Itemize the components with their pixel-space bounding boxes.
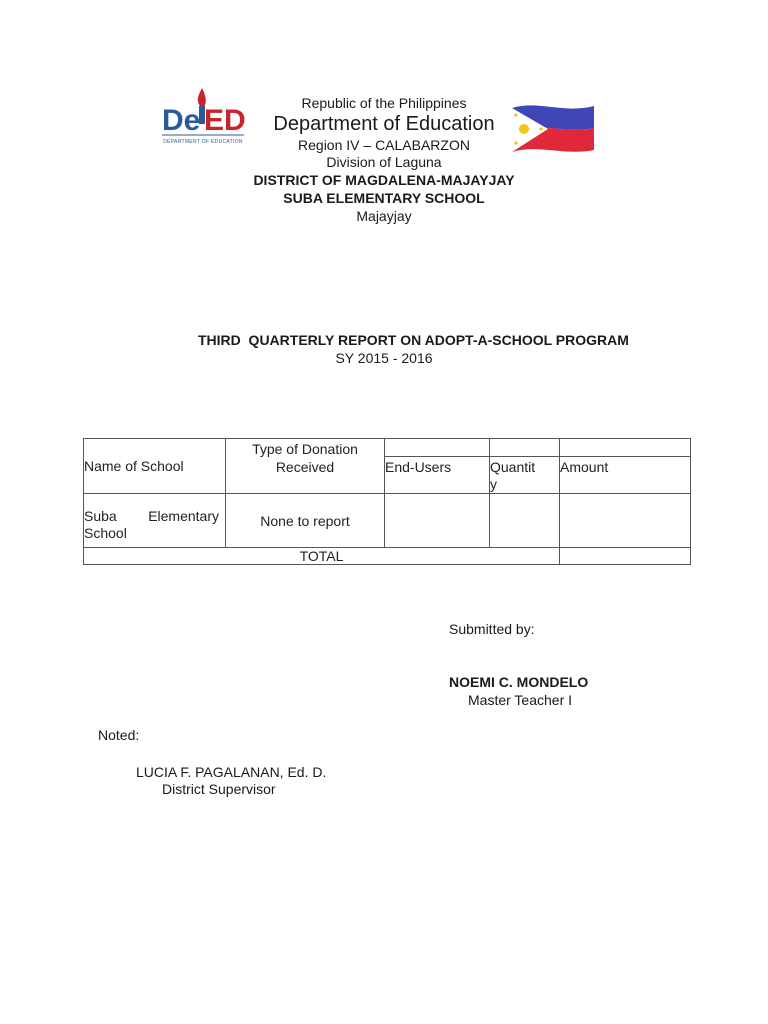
report-sy: SY 2015 - 2016 xyxy=(335,350,433,366)
row-school-line2: School xyxy=(84,524,127,541)
noted-label: Noted: xyxy=(98,727,140,743)
col-header-school xyxy=(84,439,226,494)
col-header-type-line1: Type of Donation xyxy=(252,441,358,457)
row-endusers-cell xyxy=(385,494,490,548)
submitter-title: Master Teacher I xyxy=(468,692,573,708)
noter-name: LUCIA F. PAGALANAN, Ed. D. xyxy=(136,764,327,780)
row-quantity-cell xyxy=(490,494,560,548)
col-header-endusers xyxy=(385,457,490,494)
total-label-cell xyxy=(84,548,560,565)
donation-table xyxy=(83,438,691,565)
col-header-quantity xyxy=(490,457,560,494)
row-type-cell xyxy=(226,494,385,548)
svg-text:De: De xyxy=(162,104,201,137)
total-amount-cell xyxy=(560,548,691,565)
total-label: TOTAL xyxy=(299,547,344,564)
empty-header-cell xyxy=(560,439,691,457)
header-town: Majayjay xyxy=(356,208,412,224)
submitted-label: Submitted by: xyxy=(449,621,535,637)
row-type-label: None to report xyxy=(260,512,350,529)
svg-text:ED: ED xyxy=(204,104,246,137)
header-region: Region IV – CALABARZON xyxy=(298,137,470,153)
header-department: Department of Education xyxy=(273,113,495,135)
noter-title: District Supervisor xyxy=(162,781,276,797)
col-header-school-label: Name of School xyxy=(84,458,184,474)
col-header-quantity-line1: Quantit xyxy=(490,459,536,475)
col-header-amount-label: Amount xyxy=(560,459,609,475)
col-header-type-line2: Received xyxy=(275,459,335,475)
empty-header-cell xyxy=(490,439,560,457)
total-row xyxy=(84,548,691,565)
row-amount-cell xyxy=(560,494,691,548)
col-header-amount xyxy=(560,457,691,494)
logo-caption: DEPARTMENT OF EDUCATION xyxy=(163,139,243,145)
report-title: THIRD QUARTERLY REPORT ON ADOPT-A-SCHOOL PROGRAM xyxy=(198,332,629,348)
col-header-type xyxy=(226,439,385,494)
row-school-cell xyxy=(84,494,226,548)
header-republic: Republic of the Philippines xyxy=(301,95,467,111)
row-school-word1: Suba xyxy=(84,507,117,524)
table-row xyxy=(84,494,691,548)
row-school-word2: Elementary xyxy=(148,507,219,524)
submitter-name: NOEMI C. MONDELO xyxy=(449,674,589,690)
header-school: SUBA ELEMENTARY SCHOOL xyxy=(283,190,485,206)
header-division: Division of Laguna xyxy=(326,154,442,170)
col-header-quantity-line2: y xyxy=(490,476,497,492)
header-district: DISTRICT OF MAGDALENA-MAJAYJAY xyxy=(253,172,515,188)
col-header-endusers-label: End-Users xyxy=(385,459,452,475)
empty-header-cell xyxy=(385,439,490,457)
